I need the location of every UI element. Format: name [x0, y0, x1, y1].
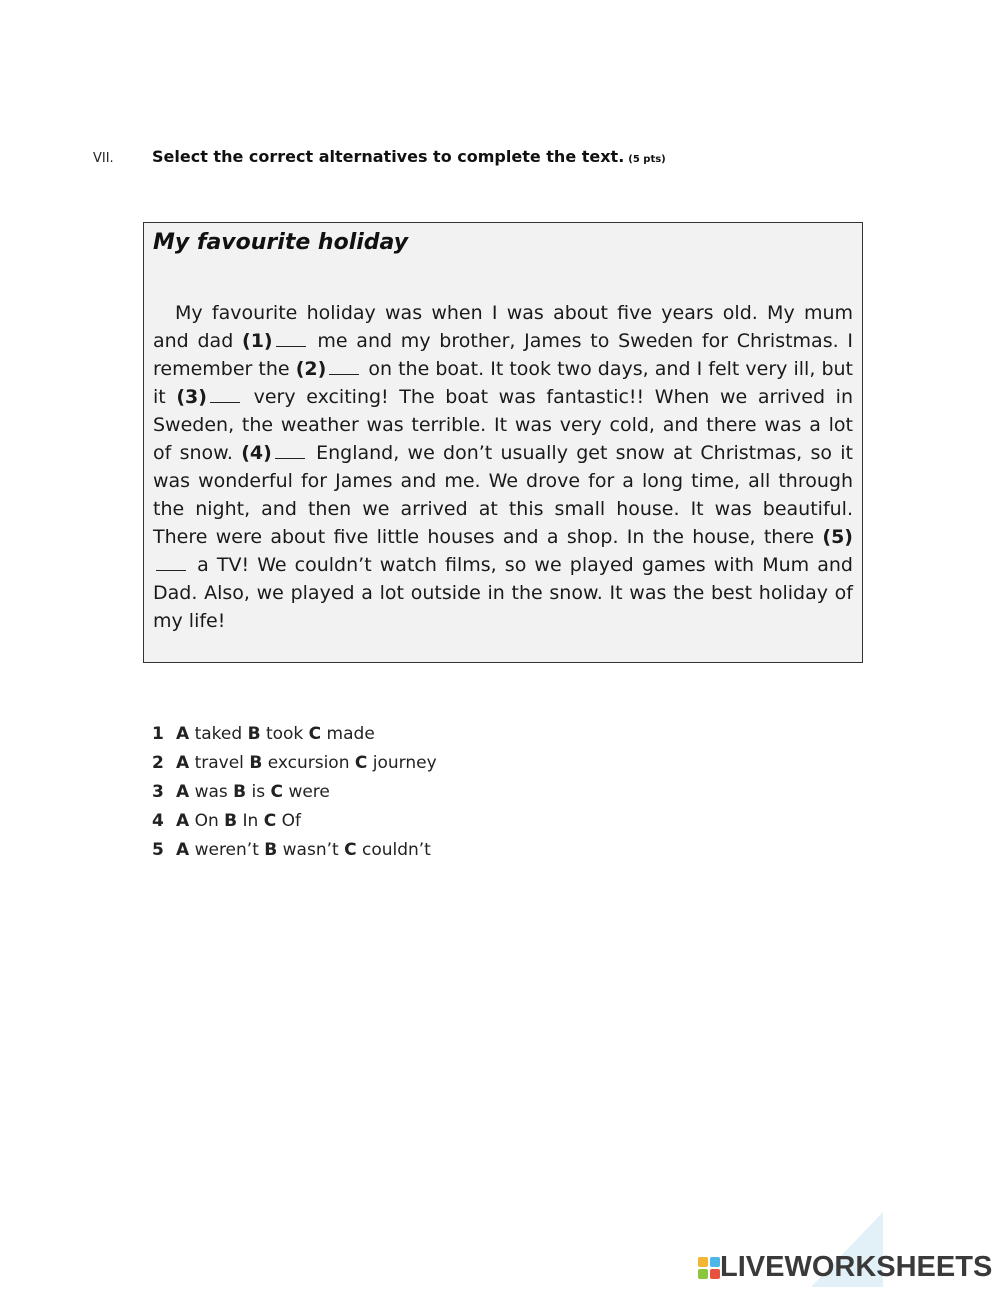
choice-letter-b: B [249, 753, 263, 773]
gap-label-4: (4) [241, 442, 272, 464]
choice-letter-a: A [176, 724, 190, 744]
gap-label-5: (5) [822, 526, 853, 548]
liveworksheets-logo-icon [698, 1257, 720, 1279]
gap-label-1: (1) [242, 330, 273, 352]
points-label: (5 pts) [628, 154, 666, 165]
passage-segment: England, we don’t usually get snow at Christmas, so it was wonderful for James and me. We drove for a long time, all through the night, and then we arrived at this small house. It was beautiful. There were about five little houses and a shop. In the house, there [153, 442, 853, 548]
gap-blank-3 [210, 388, 240, 403]
choice-letter-a: A [176, 753, 190, 773]
choice-letter-c: C [354, 753, 368, 773]
passage-segment: a TV! We couldn’t watch films, so we played games with Mum and Dad. Also, we played a lot outside in the snow. It was the best holiday of my life! [153, 554, 853, 632]
choice-c[interactable]: couldn’t [361, 840, 431, 860]
gap-label-3: (3) [176, 386, 207, 408]
option-row-2 [152, 749, 437, 778]
passage-title: My favourite holiday [153, 230, 409, 255]
choice-b[interactable]: took [265, 724, 304, 744]
choice-letter-c: C [270, 782, 284, 802]
choice-b[interactable]: excursion [267, 753, 350, 773]
gap-blank-4 [275, 444, 305, 459]
choice-b[interactable]: is [251, 782, 266, 802]
choice-c[interactable]: journey [372, 753, 437, 773]
choice-letter-a: A [176, 811, 190, 831]
section-header [93, 147, 666, 166]
option-number: 1 [152, 724, 164, 744]
logo-text: LIVEWORKSHEETS [720, 1251, 993, 1283]
choice-c[interactable]: were [288, 782, 330, 802]
option-row-4 [152, 807, 437, 836]
passage-segment: me and my brother, James to Sweden for Christmas. I remember the [153, 330, 853, 380]
gap-blank-1 [276, 332, 306, 347]
reading-passage-box [143, 222, 863, 663]
passage-segment: on the boat. It took two days, and I felt very ill, but it [153, 358, 853, 408]
choice-letter-b: B [224, 811, 238, 831]
option-number: 5 [152, 840, 164, 860]
liveworksheets-logo[interactable] [696, 1212, 996, 1287]
gap-blank-2 [329, 360, 359, 375]
passage-text [153, 299, 853, 635]
choice-b[interactable]: wasn’t [282, 840, 339, 860]
passage-segment: very exciting! The boat was fantastic!! When we arrived in Sweden, the weather was terrible. It was very cold, and there was a lot of snow. [153, 386, 854, 464]
choice-c[interactable]: Of [281, 811, 301, 831]
gap-blank-5 [156, 556, 186, 571]
choice-letter-b: B [264, 840, 278, 860]
choice-a[interactable]: On [194, 811, 219, 831]
choice-c[interactable]: made [326, 724, 375, 744]
option-number: 4 [152, 811, 164, 831]
choice-letter-b: B [233, 782, 247, 802]
choice-a[interactable]: taked [194, 724, 243, 744]
option-row-3 [152, 778, 437, 807]
option-number: 2 [152, 753, 164, 773]
choice-letter-b: B [247, 724, 261, 744]
choice-a[interactable]: travel [194, 753, 244, 773]
choice-letter-a: A [176, 782, 190, 802]
option-row-1 [152, 720, 437, 749]
choice-b[interactable]: In [242, 811, 259, 831]
answer-options [152, 720, 437, 865]
passage-segment: My favourite holiday was when I was about five years old. My mum and dad [153, 302, 853, 352]
option-number: 3 [152, 782, 164, 802]
choice-letter-c: C [308, 724, 322, 744]
section-number: VII. [93, 151, 114, 166]
choice-letter-c: C [263, 811, 277, 831]
option-row-5 [152, 836, 437, 865]
choice-letter-a: A [176, 840, 190, 860]
choice-letter-c: C [344, 840, 357, 860]
instruction-text: Select the correct alternatives to complete the text. [152, 147, 625, 166]
choice-a[interactable]: was [194, 782, 228, 802]
gap-label-2: (2) [295, 358, 327, 380]
choice-a[interactable]: weren’t [194, 840, 259, 860]
